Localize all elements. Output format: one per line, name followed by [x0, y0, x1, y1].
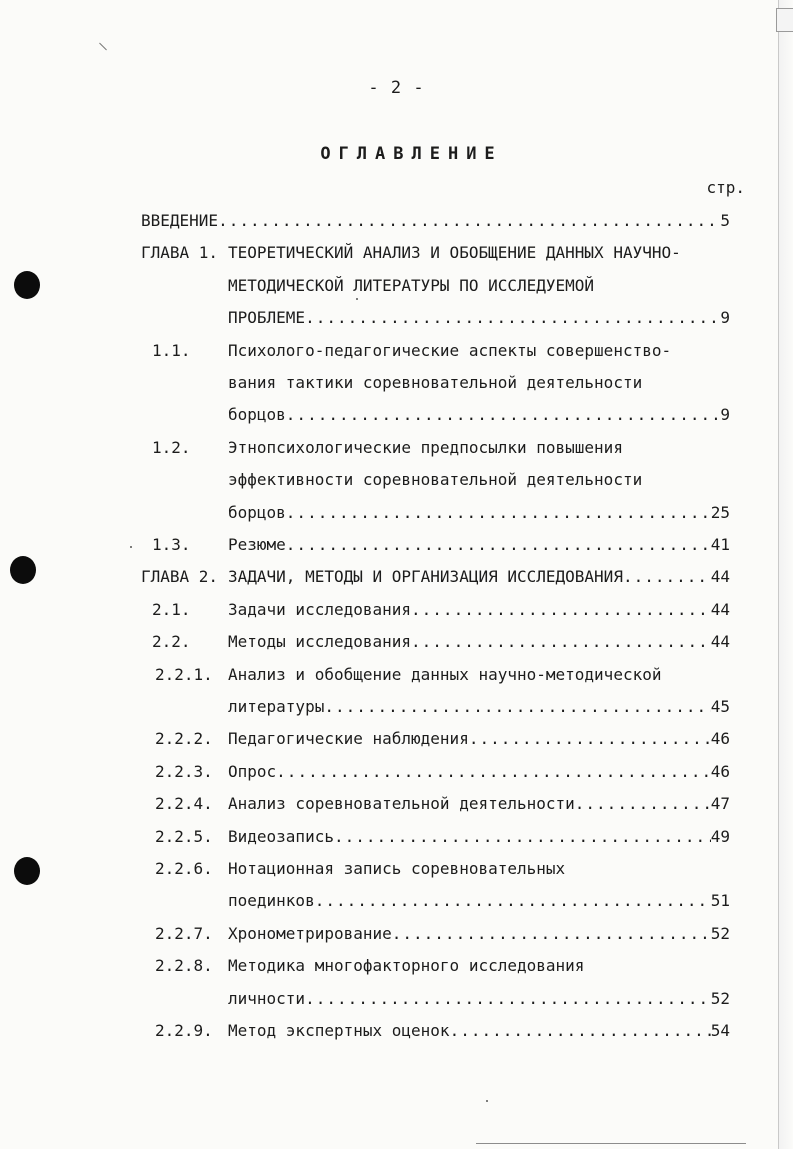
toc-entry-leader [228, 756, 730, 788]
toc-entry-text: ПРОБЛЕМЕ [228, 308, 306, 328]
toc-entry [0, 626, 793, 658]
toc-entry-leader [228, 918, 730, 950]
toc-entry-leader [228, 302, 730, 334]
toc-entry [0, 853, 793, 885]
toc-dot-leader [411, 626, 711, 658]
toc-entry-number: 2.2.9. [155, 1021, 213, 1040]
toc-entry-text: личности [228, 988, 306, 1008]
toc-entry [0, 659, 793, 691]
toc-entry [0, 756, 793, 788]
toc-entry-leader [228, 594, 730, 626]
toc-entry-continuation [0, 367, 793, 399]
toc-entry-text: поединков [228, 891, 315, 911]
toc-entry-text: ВВЕДЕНИЕ [141, 211, 219, 230]
toc-entry-page: 54 [710, 1021, 730, 1040]
toc-entry-text: Метод экспертных оценок [228, 1021, 450, 1040]
toc-entry-page: 44 [710, 599, 730, 619]
toc-entry [0, 788, 793, 820]
toc-entry-number: 2.2. [152, 632, 191, 652]
toc-entry-page: 49 [710, 826, 730, 846]
toc-entry-leader [228, 983, 730, 1015]
toc-entry-page: 52 [710, 988, 730, 1008]
bottom-rule [476, 1143, 746, 1144]
toc-dot-leader [324, 691, 710, 723]
toc-entry-text: Анализ соревновательной деятельности [228, 794, 575, 814]
toc-entry [0, 821, 793, 853]
toc-dot-leader [411, 594, 711, 626]
toc-entry-leader [228, 1015, 730, 1047]
toc-entry-leader [228, 788, 730, 820]
toc-entry-continuation [0, 302, 793, 334]
toc-dot-leader [286, 497, 711, 529]
toc-entry [0, 432, 793, 464]
toc-entry-text: Хронометрирование [228, 923, 392, 943]
toc-entry [0, 723, 793, 755]
scan-mark [99, 43, 107, 51]
toc-entry-page: 45 [710, 697, 730, 716]
toc-entry-leader [141, 205, 730, 237]
toc-entry-number: 1.2. [152, 437, 191, 457]
page-corner-mark [776, 8, 793, 32]
toc-entry-number: 2.1. [152, 599, 191, 619]
toc-entry-text: Нотационная запись соревновательных [228, 859, 566, 878]
toc-entry-number: 2.2.6. [155, 859, 213, 878]
toc-entry-number: 2.2.8. [155, 956, 213, 976]
toc-entry-number: 1.3. [152, 535, 191, 554]
toc-dot-leader [334, 821, 711, 853]
toc-entry-number: ГЛАВА 2. [141, 567, 219, 587]
page-column-label: стр. [706, 178, 745, 197]
toc-dot-leader [315, 885, 711, 917]
toc-entry-text: вания тактики соревновательной деятельности [228, 373, 643, 392]
toc-entry-number: 2.2.1. [155, 664, 213, 684]
toc-dot-leader [450, 1015, 711, 1047]
toc-entry-leader [228, 497, 730, 529]
toc-entry-continuation [0, 691, 793, 723]
toc-entry-leader [228, 885, 730, 917]
page-title: ОГЛАВЛЕНИЕ [320, 144, 503, 164]
toc-entry-page: 51 [710, 891, 730, 911]
toc-entry [0, 918, 793, 950]
toc-dot-leader [305, 983, 711, 1015]
toc-entry-number: 2.2.4. [155, 794, 213, 814]
toc-entry-number: 2.2.2. [155, 729, 213, 749]
toc-dot-leader [392, 918, 711, 950]
toc-entry [0, 594, 793, 626]
toc-dot-leader [218, 205, 720, 237]
scan-speck [486, 1100, 488, 1102]
toc-entry-page: 52 [710, 923, 730, 943]
toc-entry [0, 205, 793, 237]
page-number: - 2 - [368, 78, 425, 98]
toc-entry-leader [228, 399, 730, 431]
toc-entry-text: Задачи исследования [228, 599, 412, 619]
toc-entry-text: Методика многофакторного исследования [228, 956, 585, 976]
toc-entry-text: Методы исследования [228, 632, 412, 652]
toc-entry-page: 9 [720, 308, 730, 328]
toc-entry-text: эффективности соревновательной деятельности [228, 470, 643, 490]
toc-entry-leader [228, 821, 730, 853]
toc-entry-text: Видеозапись [228, 826, 334, 846]
toc-entry-page: 41 [710, 535, 730, 554]
toc-entry-text: литературы [228, 697, 325, 716]
toc-entry-text: МЕТОДИЧЕСКОЙ ЛИТЕРАТУРЫ ПО ИССЛЕДУЕМОЙ [228, 275, 595, 295]
toc-entry-text: Резюме [228, 535, 286, 554]
toc-dot-leader [305, 302, 720, 334]
toc-entry-number: 1.1. [152, 340, 191, 360]
toc-entry-text: ТЕОРЕТИЧЕСКИЙ АНАЛИЗ И ОБОБЩЕНИЕ ДАННЫХ НАУЧНО- [228, 243, 681, 263]
toc-entry-text: борцов [228, 502, 286, 522]
toc-entry-continuation [0, 399, 793, 431]
toc-entry-leader [228, 723, 730, 755]
toc-entry-page: 44 [710, 567, 730, 587]
toc-entry-text: ЗАДАЧИ, МЕТОДЫ И ОРГАНИЗАЦИЯ ИССЛЕДОВАНИЯ [228, 567, 623, 587]
toc-entry [0, 1015, 793, 1047]
toc-entry-page: 9 [720, 405, 730, 425]
toc-entry-number: ГЛАВА 1. [141, 243, 219, 263]
toc-entry-page: 46 [710, 761, 730, 781]
toc-entry-leader [228, 561, 730, 593]
toc-entry [0, 561, 793, 593]
toc-dot-leader [286, 529, 711, 561]
toc-entry-page: 47 [710, 794, 730, 814]
toc-entry [0, 335, 793, 367]
toc-entry-continuation [0, 464, 793, 496]
toc-entry-page: 44 [710, 632, 730, 652]
toc-entry-text: Педагогические наблюдения [228, 729, 469, 749]
toc-entry-number: 2.2.5. [155, 826, 213, 846]
toc-entry-page: 25 [710, 502, 730, 522]
toc-entry-continuation [0, 497, 793, 529]
toc-entry [0, 237, 793, 269]
toc-dot-leader [623, 561, 711, 593]
toc-entry-leader [228, 626, 730, 658]
toc-entry-page: 46 [710, 729, 730, 749]
toc-dot-leader [469, 723, 711, 755]
toc-entry [0, 529, 793, 561]
toc-entry-continuation [0, 983, 793, 1015]
toc-entry-continuation [0, 885, 793, 917]
toc-dot-leader [286, 399, 721, 431]
toc-entry-leader [228, 529, 730, 561]
toc-dot-leader [276, 756, 711, 788]
toc-entry-number: 2.2.7. [155, 923, 213, 943]
toc-entry-text: Анализ и обобщение данных научно-методической [228, 664, 662, 684]
toc-entry-text: Опрос [228, 761, 277, 781]
toc-entry-page: 5 [720, 211, 730, 230]
toc-entry-text: Психолого-педагогические аспекты совершенство- [228, 340, 672, 360]
toc-entry-text: борцов [228, 405, 286, 425]
toc-entry-number: 2.2.3. [155, 761, 213, 781]
toc-dot-leader [575, 788, 711, 820]
toc-entry-leader [228, 691, 730, 723]
toc-entry [0, 950, 793, 982]
toc-entry-continuation [0, 270, 793, 302]
toc-entry-text: Этнопсихологические предпосылки повышения [228, 437, 623, 457]
